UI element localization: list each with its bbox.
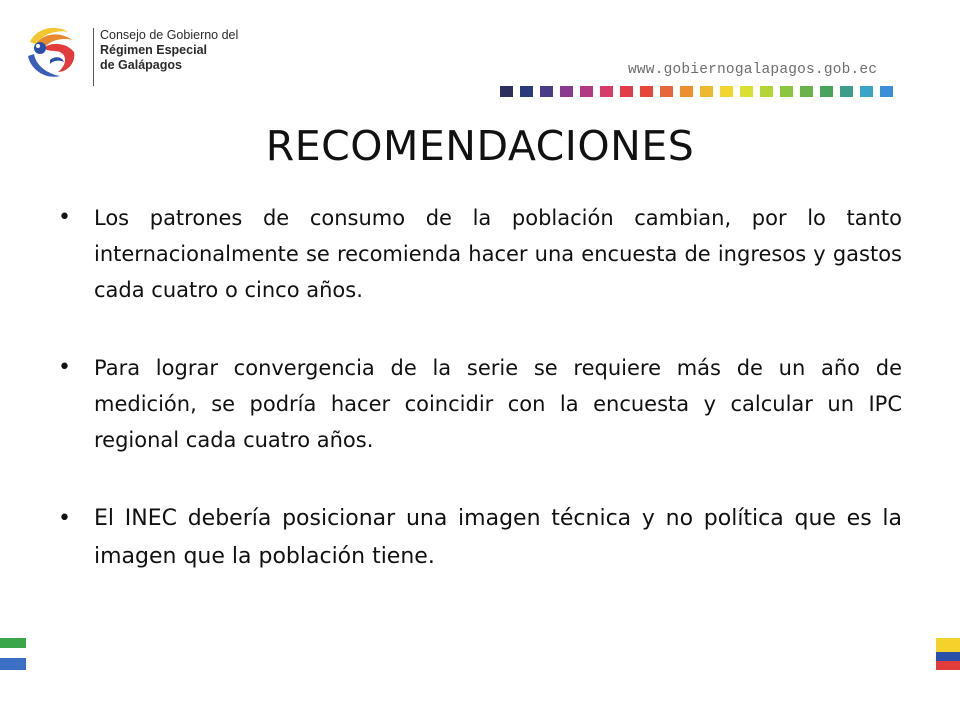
- color-strip-square: [720, 86, 733, 97]
- color-strip-square: [500, 86, 513, 97]
- bullet-text: Para lograr convergencia de la serie se requiere más de un año de medición, se podría hacer coincidir con la encuesta y calcular un IPC regional cada cuatro años.: [94, 356, 902, 452]
- flag-stripe: [0, 638, 26, 648]
- bullet-text: El INEC debería posicionar una imagen técnica y no política que es la imagen que la población tiene.: [94, 506, 902, 569]
- bullet-text: Los patrones de consumo de la población cambian, por lo tanto internacionalmente se recomienda hacer una encuesta de ingresos y gastos cada cuatro o cinco años.: [94, 206, 902, 302]
- bullet-item: [58, 500, 902, 576]
- flag-stripe: [936, 638, 960, 652]
- color-strip-square: [520, 86, 533, 97]
- logo-line-2: Régimen Especial: [100, 43, 207, 57]
- bullet-item: [58, 350, 902, 458]
- color-strip-square: [640, 86, 653, 97]
- website-url: www.gobiernogalapagos.gob.ec: [628, 62, 878, 78]
- bullet-icon: •: [58, 506, 71, 531]
- color-strip-square: [560, 86, 573, 97]
- color-strip-square: [580, 86, 593, 97]
- color-strip-square: [860, 86, 873, 97]
- slide-title: RECOMENDACIONES: [265, 122, 695, 170]
- color-strip-square: [880, 86, 893, 97]
- bullet-icon: •: [58, 205, 71, 230]
- color-strip-square: [840, 86, 853, 97]
- logo-text: [100, 28, 238, 73]
- bullet-list: [58, 200, 902, 618]
- flag-stripe: [0, 658, 26, 670]
- flag-stripe: [936, 661, 960, 670]
- color-strip: [500, 86, 893, 97]
- bullet-item: [58, 200, 902, 308]
- color-strip-square: [540, 86, 553, 97]
- logo-line-3: de Galápagos: [100, 58, 182, 72]
- flag-stripe: [0, 648, 26, 658]
- color-strip-square: [800, 86, 813, 97]
- logo-line-1: Consejo de Gobierno del: [100, 28, 239, 42]
- color-strip-square: [820, 86, 833, 97]
- ecuador-flag-icon: [936, 638, 960, 670]
- color-strip-square: [780, 86, 793, 97]
- color-strip-square: [620, 86, 633, 97]
- color-strip-square: [700, 86, 713, 97]
- galapagos-flag-icon: [0, 638, 26, 670]
- bullet-icon: •: [58, 355, 71, 380]
- color-strip-square: [600, 86, 613, 97]
- logo-divider: [93, 28, 94, 86]
- color-strip-square: [680, 86, 693, 97]
- galapagos-logo-icon: [22, 22, 84, 84]
- logo: [22, 22, 242, 92]
- color-strip-square: [760, 86, 773, 97]
- flag-stripe: [936, 652, 960, 661]
- color-strip-square: [660, 86, 673, 97]
- color-strip-square: [740, 86, 753, 97]
